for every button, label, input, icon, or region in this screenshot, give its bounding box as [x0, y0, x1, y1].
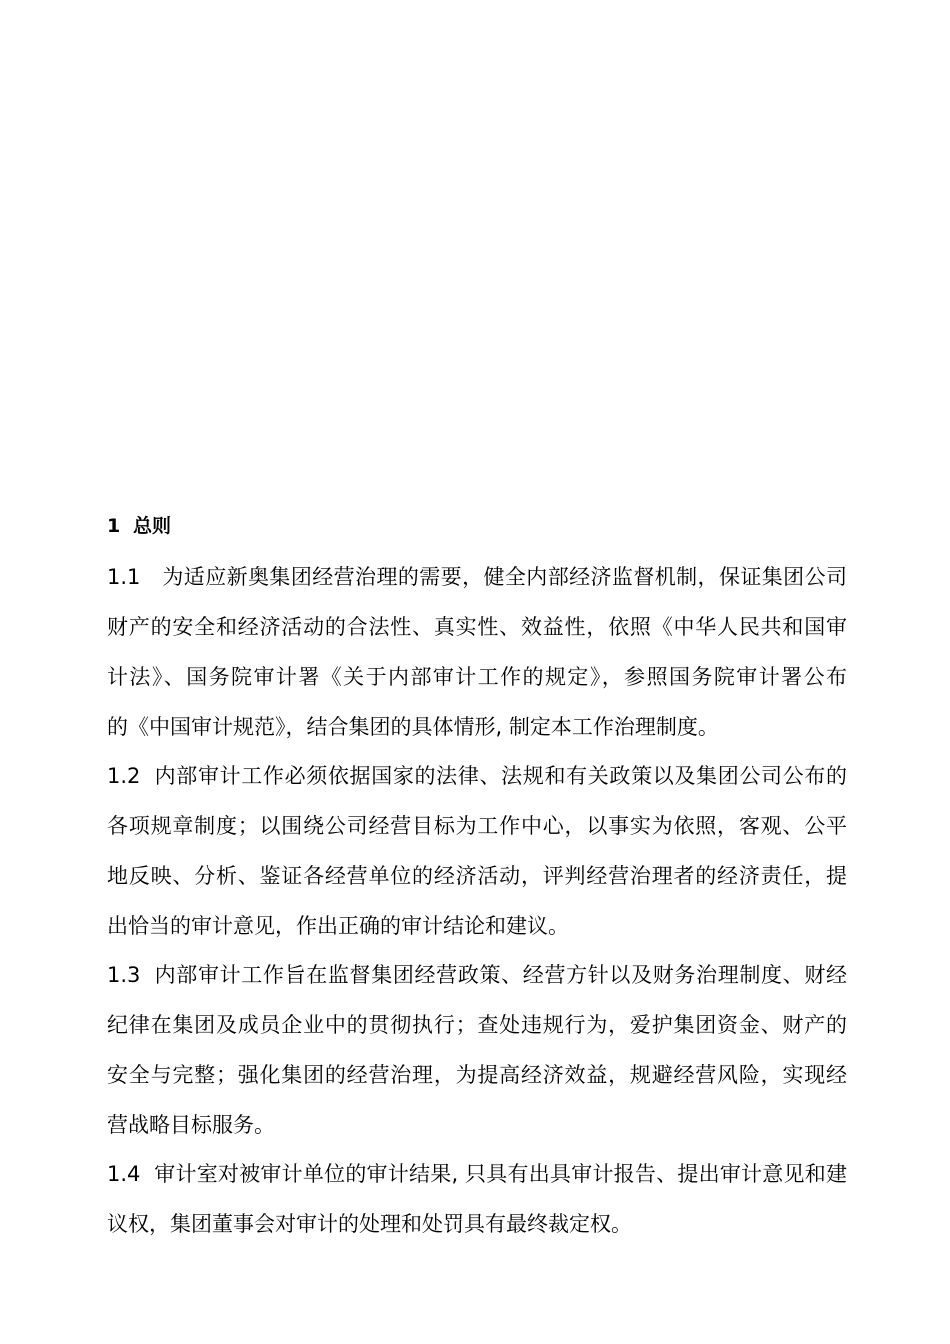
paragraph-line: 地反映、分析、鉴证各经营单位的经济活动，评判经营治理者的经济责任，提 — [107, 864, 847, 888]
paragraph-line — [107, 751, 847, 801]
paragraph-number: 1.3 — [107, 963, 141, 987]
paragraph-text: 内部审计工作旨在监督集团经营政策、经营方针以及财务治理制度、财经 — [154, 963, 847, 987]
paragraph-line: 出恰当的审计意见，作出正确的审计结论和建议。 — [107, 914, 569, 938]
paragraph-number: 1.2 — [107, 764, 141, 788]
section-number: 1 — [107, 515, 121, 537]
paragraph-line: 议权，集团董事会对审计的处理和处罚具有最终裁定权。 — [107, 1212, 632, 1236]
paragraph-1-1 — [107, 552, 847, 752]
paragraph-line — [107, 552, 847, 602]
section-heading — [107, 512, 171, 540]
paragraph-line: 安全与完整；强化集团的经营治理，为提高经济效益，规避经营风险，实现经 — [107, 1063, 847, 1087]
paragraph-line: 计法》、国务院审计署《关于内部审计工作的规定》，参照国务院审计署公布 — [107, 665, 847, 689]
paragraph-1-4 — [107, 1149, 847, 1249]
paragraph-text: 内部审计工作必须依据国家的法律、法规和有关政策以及集团公司公布的 — [154, 764, 847, 788]
paragraph-number: 1.1 — [107, 565, 141, 589]
paragraph-text: 为适应新奥集团经营治理的需要，健全内部经济监督机制，保证集团公司 — [162, 565, 847, 589]
paragraph-1-3 — [107, 950, 847, 1150]
paragraph-line: 财产的安全和经济活动的合法性、真实性、效益性，依照《中华人民共和国审 — [107, 615, 847, 639]
paragraph-line — [107, 1149, 847, 1199]
paragraph-text: 审计室对被审计单位的审计结果, 只具有出具审计报告、提出审计意见和建 — [154, 1162, 847, 1186]
section-title: 总则 — [133, 515, 172, 537]
paragraph-1-2 — [107, 751, 847, 951]
paragraph-number: 1.4 — [107, 1162, 141, 1186]
paragraph-line: 营战略目标服务。 — [107, 1113, 275, 1137]
paragraph-line: 的《中国审计规范》，结合集团的具体情形, 制定本工作治理制度。 — [107, 715, 719, 739]
paragraph-line — [107, 950, 847, 1000]
paragraph-line: 各项规章制度；以围绕公司经营目标为工作中心，以事实为依照，客观、公平 — [107, 814, 847, 838]
paragraph-line: 纪律在集团及成员企业中的贯彻执行；查处违规行为，爱护集团资金、财产的 — [107, 1013, 847, 1037]
